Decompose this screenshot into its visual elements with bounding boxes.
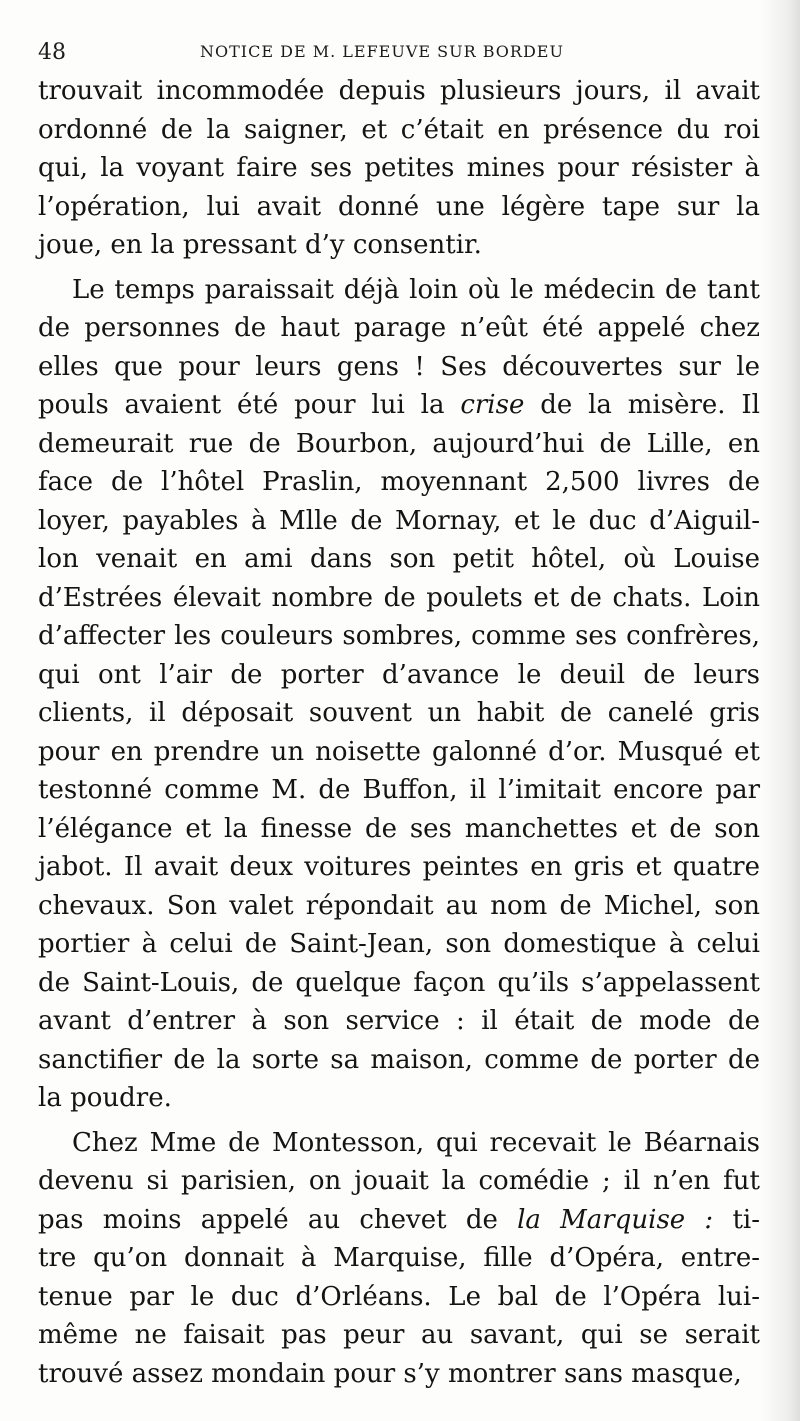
text-line: l’opération, lui avait donné une légère tape sur la — [38, 191, 760, 222]
paragraph — [38, 271, 760, 1118]
text-line: qui, la voyant faire ses petites mines pour résister à — [38, 153, 760, 183]
text-line: tre qu’on donnait à Marquise, fille d’Opéra, entre- — [38, 1243, 760, 1273]
text-line: demeurait rue de Bourbon, aujourd’hui de Lille, en — [38, 428, 760, 459]
text-line: loyer, payables à Mlle de Mornay, et le duc d’Aiguil- — [38, 505, 760, 536]
text-line: de personnes de haut parage n’eût été appelé chez — [38, 313, 760, 343]
text-line: tenue par le duc d’Orléans. Le bal de l’Opéra lui- — [38, 1281, 760, 1312]
text-line: chevaux. Son valet répondait au nom de Michel, son — [38, 890, 760, 921]
italic-text: crise — [460, 390, 525, 420]
text-line: devenu si parisien, on jouait la comédie ; il n’en fut — [38, 1166, 760, 1196]
text-line: face de l’hôtel Praslin, moyennant 2,500 livres de — [38, 467, 760, 497]
text-line — [38, 1201, 760, 1240]
running-head-title: NOTICE DE M. LEFEUVE SUR BORDEU — [200, 42, 564, 61]
text-segment: pouls avaient été pour lui la — [38, 390, 461, 420]
text-line: d’Estrées élevait nombre de poulets et de chats. Loin — [38, 582, 760, 613]
text-line: jabot. Il avait deux voitures peintes en gris et quatre — [38, 852, 760, 882]
text-line: même ne faisait pas peur au savant, qui se serait — [38, 1320, 760, 1350]
text-line: avant d’entrer à son service : il était de mode de — [38, 1006, 760, 1036]
running-head — [38, 34, 762, 70]
text-line: trouvé assez mondain pour s’y montrer sans masque, — [38, 1358, 742, 1389]
text-segment: de la misère. Il — [524, 390, 760, 420]
text-line: testonné comme M. de Buffon, il l’imitait encore par — [38, 775, 760, 805]
text-line: de Saint-Louis, de quelque façon qu’ils s’appelassent — [38, 967, 760, 998]
text-line: sanctifier de la sorte sa maison, comme de porter de — [38, 1044, 760, 1075]
page-edge-shadow — [760, 0, 800, 1421]
text-line: portier à celui de Saint-Jean, son domestique à celui — [38, 929, 760, 959]
text-line: Chez Mme de Montesson, qui recevait le Béarnais — [72, 1127, 760, 1158]
paragraph — [38, 1124, 760, 1394]
text-segment: ti- — [713, 1204, 760, 1235]
page-number: 48 — [38, 40, 66, 65]
text-line: trouvait incommodée depuis plusieurs jours, il avait — [38, 76, 760, 106]
text-line: la poudre. — [38, 1083, 172, 1113]
body-text — [38, 72, 760, 1393]
italic-text: la Marquise : — [517, 1204, 714, 1235]
text-line: clients, il déposait souvent un habit de canelé gris — [38, 698, 760, 728]
text-line: pour en prendre un noisette galonné d’or. Musqué et — [38, 736, 760, 767]
text-line: elles que pour leurs gens ! Ses découvertes sur le — [38, 351, 760, 382]
text-line: ordonné de la saigner, et c’était en présence du roi — [38, 114, 760, 145]
text-line: joue, en la pressant d’y consentir. — [38, 230, 482, 260]
text-line: l’élégance et la finesse de ses manchettes et de son — [38, 813, 760, 844]
paragraph — [38, 72, 760, 265]
text-segment: pas moins appelé au chevet de — [38, 1204, 518, 1235]
text-line: d’affecter les couleurs sombres, comme ses confrères, — [38, 621, 760, 651]
text-line: qui ont l’air de porter d’avance le deuil de leurs — [38, 659, 760, 690]
text-line — [38, 386, 760, 425]
text-line: Le temps paraissait déjà loin où le médecin de tant — [72, 274, 760, 305]
text-line: lon venait en ami dans son petit hôtel, où Louise — [38, 544, 760, 574]
